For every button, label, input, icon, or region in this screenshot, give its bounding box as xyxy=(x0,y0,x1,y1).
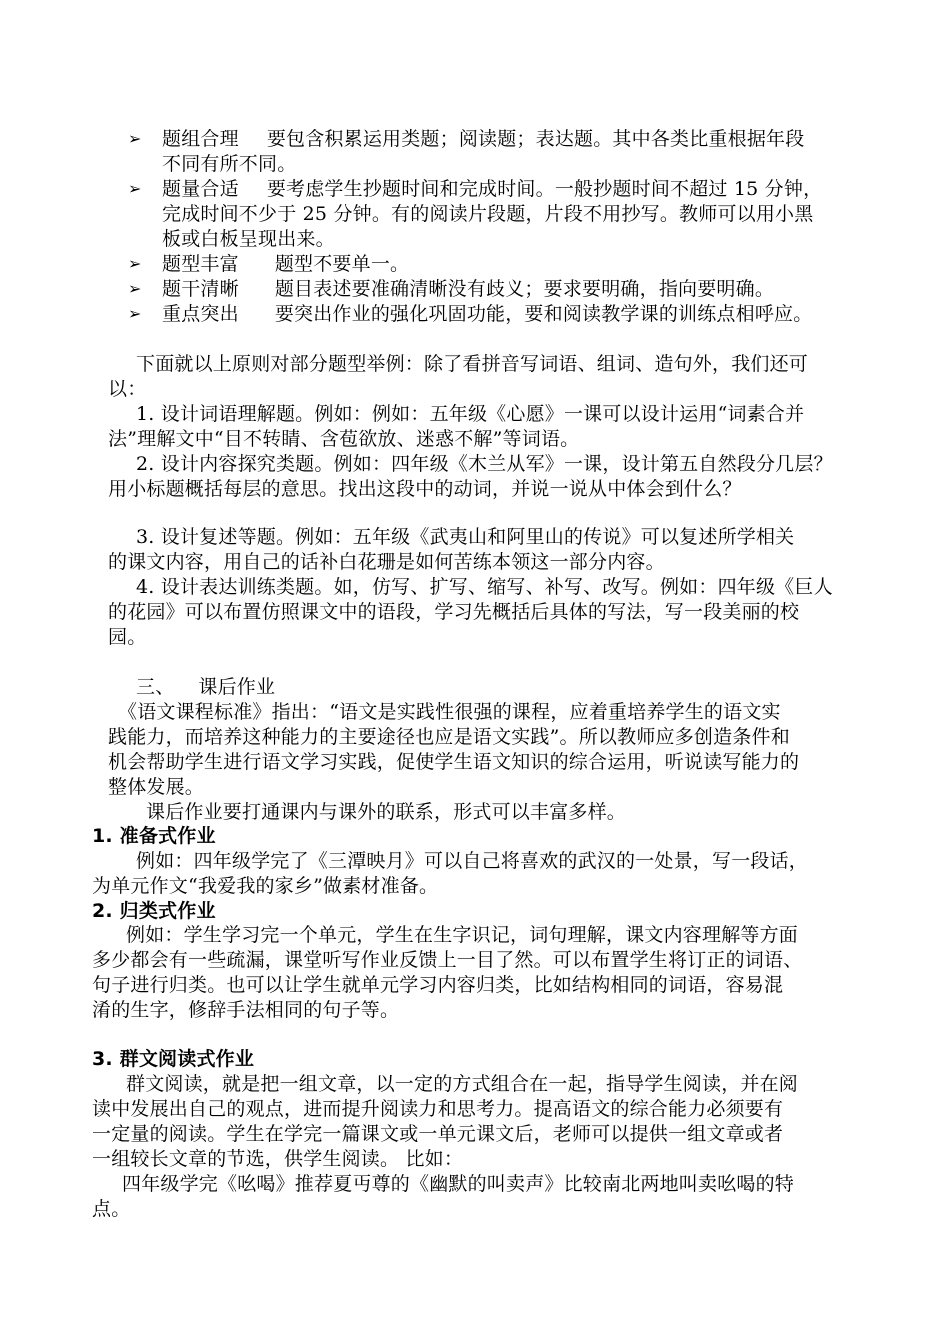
paragraph-line: 践能力，而培养这种能力的主要途径也应是语文实践”。所以教师应多创造条件和 xyxy=(108,726,790,748)
item-line: 例如：四年级学完了《三潭映月》可以自己将喜欢的武汉的一处景，写一段话， xyxy=(136,850,809,872)
paragraph-line: 《语文课程标准》指出：“语文是实践性很强的课程，应着重培养学生的语文实 xyxy=(118,701,781,723)
bullet-arrow-icon: ➢ xyxy=(128,279,142,298)
bullet-arrow-icon: ➢ xyxy=(128,179,142,198)
item-line: 例如：学生学习完一个单元，学生在生字识记，词句理解，课文内容理解等方面 xyxy=(126,924,799,946)
bullet-line: 题量合适 要考虑学生抄题时间和完成时间。一般抄题时间不超过 15 分钟， xyxy=(162,178,823,200)
bullet-line: 板或白板呈现出来。 xyxy=(162,228,335,250)
paragraph-line: 整体发展。 xyxy=(108,776,205,798)
item-line: 多少都会有一些疏漏，课堂听写作业反馈上一目了然。可以布置学生将订正的词语、 xyxy=(92,949,803,971)
example-line: 用小标题概括每层的意思。找出这段中的动词，并说一说从中体会到什么？ xyxy=(108,478,742,500)
item-title: 2. 归类式作业 xyxy=(92,900,216,922)
item-title: 1. 准备式作业 xyxy=(92,825,216,847)
intro-line: 以： xyxy=(108,378,147,400)
bullet-line: 完成时间不少于 25 分钟。有的阅读片段题，片段不用抄写。教师可以用小黑 xyxy=(162,203,814,225)
paragraph-line: 课后作业要打通课内与课外的联系，形式可以丰富多样。 xyxy=(146,801,627,823)
bullet-line: 题型丰富 题型不要单一。 xyxy=(162,253,410,275)
item-title: 3. 群文阅读式作业 xyxy=(92,1048,255,1070)
bullet-term: 题组合理 xyxy=(162,128,239,150)
bullet-term: 题型丰富 xyxy=(162,253,239,275)
bullet-term: 题量合适 xyxy=(162,178,239,200)
section-heading: 三、 课后作业 xyxy=(136,676,276,698)
item-line: 四年级学完《吆喝》推荐夏丏尊的《幽默的叫卖声》比较南北两地叫卖吆喝的特 xyxy=(122,1173,795,1195)
example-line: 4. 设计表达训练类题。如，仿写、扩写、缩写、补写、改写。例如：四年级《巨人 xyxy=(136,576,833,598)
example-line: 的花园》可以布置仿照课文中的语段，学习先概括后具体的写法，写一段美丽的校 xyxy=(108,601,800,623)
item-line: 点。 xyxy=(92,1198,131,1220)
bullet-line: 不同有所不同。 xyxy=(162,153,297,175)
example-line: 2. 设计内容探究类题。例如：四年级《木兰从军》一课，设计第五自然段分几层？ xyxy=(136,453,833,475)
example-line: 3. 设计复述等题。例如：五年级《武夷山和阿里山的传说》可以复述所学相关 xyxy=(136,526,795,548)
item-line: 句子进行归类。也可以让学生就单元学习内容归类，比如结构相同的词语，容易混 xyxy=(92,974,784,996)
example-line: 园。 xyxy=(108,626,147,648)
bullet-line: 题组合理 要包含积累运用类题；阅读题；表达题。其中各类比重根据年段 xyxy=(162,128,805,150)
example-line: 法”理解文中“目不转睛、含苞欲放、迷惑不解”等词语。 xyxy=(108,428,580,450)
item-line: 一定量的阅读。学生在学完一篇课文或一单元课文后，老师可以提供一组文章或者 xyxy=(92,1123,784,1145)
bullet-term: 重点突出 xyxy=(162,303,239,325)
bullet-arrow-icon: ➢ xyxy=(128,129,142,148)
item-line: 为单元作文“我爱我的家乡”做素材准备。 xyxy=(92,875,439,897)
bullet-line: 题干清晰 题目表述要准确清晰没有歧义；要求要明确，指向要明确。 xyxy=(162,278,775,300)
item-line: 淆的生字，修辞手法相同的句子等。 xyxy=(92,999,400,1021)
bullet-term: 题干清晰 xyxy=(162,278,239,300)
bullet-arrow-icon: ➢ xyxy=(128,304,142,323)
item-line: 读中发展出自己的观点，进而提升阅读力和思考力。提高语文的综合能力必须要有 xyxy=(92,1098,784,1120)
bullet-line: 重点突出 要突出作业的强化巩固功能，要和阅读教学课的训练点相呼应。 xyxy=(162,303,813,325)
example-line: 的课文内容，用自己的话补白花珊是如何苦练本领这一部分内容。 xyxy=(108,551,665,573)
paragraph-line: 机会帮助学生进行语文学习实践，促使学生语文知识的综合运用，听说读写能力的 xyxy=(108,751,800,773)
intro-line: 下面就以上原则对部分题型举例：除了看拼音写词语、组词、造句外，我们还可 xyxy=(136,353,809,375)
item-line: 一组较长文章的节选，供学生阅读。 比如： xyxy=(92,1148,464,1170)
example-line: 1. 设计词语理解题。例如：例如：五年级《心愿》一课可以设计运用“词素合并 xyxy=(136,403,805,425)
item-line: 群文阅读，就是把一组文章，以一定的方式组合在一起，指导学生阅读，并在阅 xyxy=(126,1073,799,1095)
bullet-arrow-icon: ➢ xyxy=(128,254,142,273)
